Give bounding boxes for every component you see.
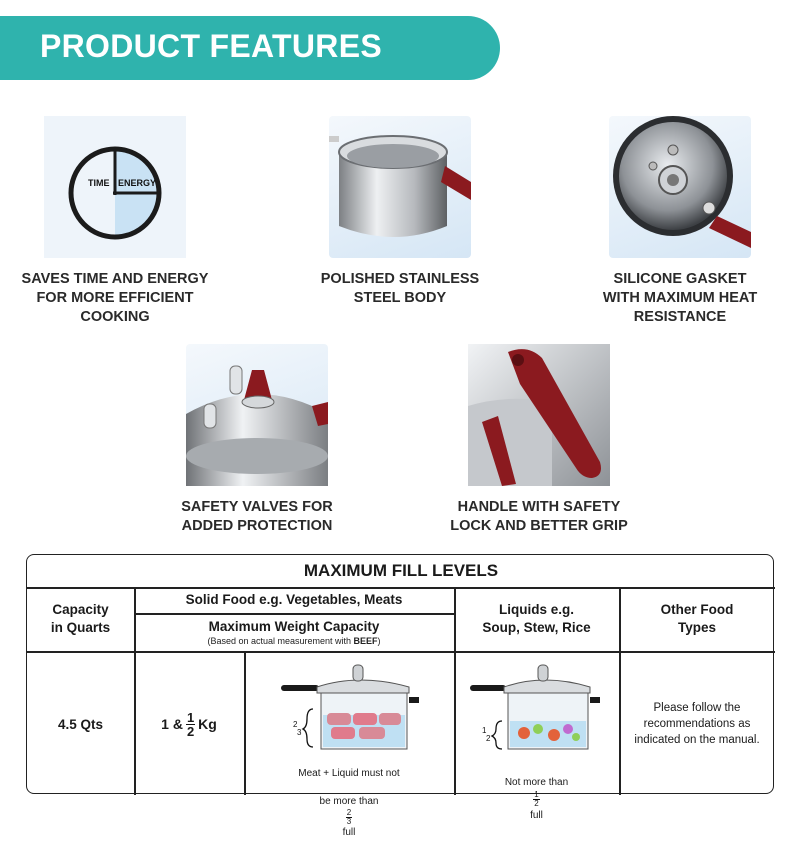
feature-time-energy xyxy=(0,116,230,327)
clock-icon xyxy=(44,116,186,258)
feature-safety-valves xyxy=(142,344,372,536)
feature-silicone-gasket xyxy=(565,116,795,327)
lid-gasket-icon xyxy=(609,116,751,258)
feature-stainless-body xyxy=(285,116,515,308)
clock-energy-label: ENERGY xyxy=(118,178,157,188)
fill-levels-table xyxy=(26,554,774,838)
liquid-mark-den: 2 xyxy=(485,734,490,743)
cooker-liquid-icon xyxy=(462,659,612,753)
header-capacity: Capacity in Quarts xyxy=(50,602,111,635)
feature-image xyxy=(468,344,610,486)
meat-fill-diagram xyxy=(244,653,454,838)
feature-label: SAVES TIME AND ENERGY FOR MORE EFFICIENT COOKING xyxy=(21,271,209,325)
beef-note: (Based on actual measurement with BEEF) xyxy=(207,636,381,646)
liquid-mark-num: 1 xyxy=(481,726,486,735)
feature-label: HANDLE WITH SAFETY LOCK AND BETTER GRIP xyxy=(450,499,628,534)
header-weight-capacity xyxy=(134,613,454,651)
feature-label: SAFETY VALVES FOR ADDED PROTECTION xyxy=(181,499,333,534)
feature-safety-handle xyxy=(424,344,654,536)
page-title: PRODUCT FEATURES xyxy=(40,28,382,64)
feature-label: SILICONE GASKET WITH MAXIMUM HEAT RESISTANCE xyxy=(602,271,758,325)
table-title: MAXIMUM FILL LEVELS xyxy=(303,561,499,580)
meat-mark-den: 3 xyxy=(297,728,302,737)
feature-label: POLISHED STAINLESS STEEL BODY xyxy=(320,271,480,306)
meat-caption: Meat + Liquid must not be more than $\frac{2}{3}$ full xyxy=(298,768,400,838)
cooker-meat-icon xyxy=(259,659,439,753)
pot-icon xyxy=(329,116,471,258)
header-banner xyxy=(0,16,500,80)
meat-mark-num: 2 xyxy=(293,720,298,729)
weight-value: 1 & $\frac{1}{2}$ Kg xyxy=(161,709,217,739)
feature-image xyxy=(186,344,328,486)
feature-image xyxy=(329,116,471,258)
handle-icon xyxy=(468,344,610,486)
liquid-fill-diagram xyxy=(454,653,619,822)
header-solid-food: Solid Food e.g. Vegetables, Meats xyxy=(185,592,403,607)
clock-time-label: TIME xyxy=(88,178,110,188)
capacity-value: 4.5 Qts xyxy=(57,716,104,732)
feature-image xyxy=(44,116,186,258)
weight-capacity-label: Maximum Weight Capacity xyxy=(208,619,380,634)
liquid-caption: Not more than $\frac{1}{2}$ full xyxy=(504,777,569,822)
feature-image xyxy=(609,116,751,258)
other-food-instructions: Please follow the recommendations as indicated on the manual. xyxy=(634,702,760,746)
header-liquids: Liquids e.g. Soup, Stew, Rice xyxy=(482,602,591,635)
valve-icon xyxy=(186,344,328,486)
header-other-food: Other Food Types xyxy=(660,602,734,635)
